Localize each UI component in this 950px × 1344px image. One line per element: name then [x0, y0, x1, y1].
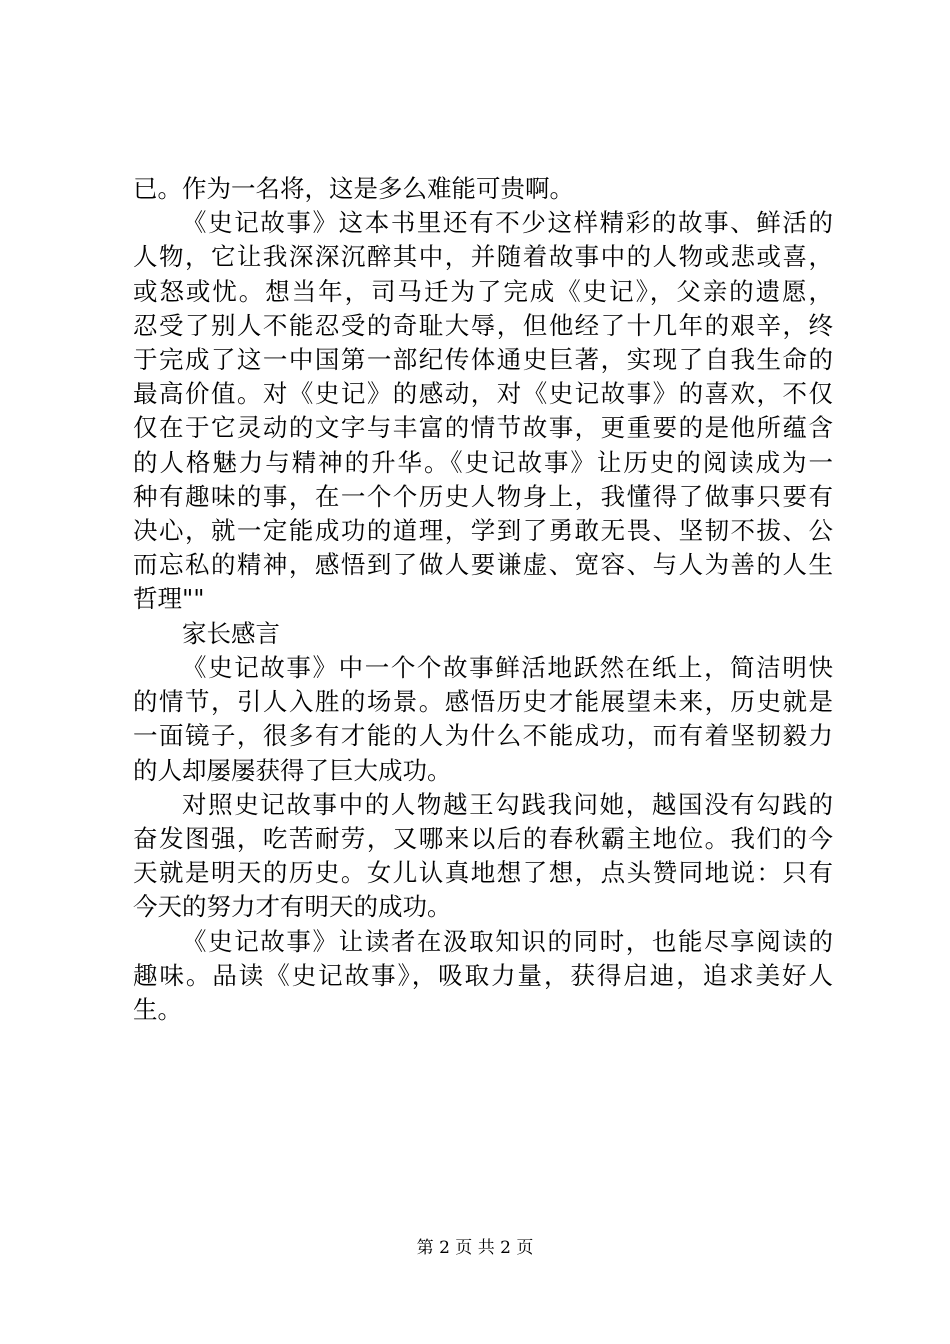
text-line: 奋发图强，吃苦耐劳，又哪来以后的春秋霸主地位。我们的今 [133, 824, 833, 853]
text-line: 天就是明天的历史。女儿认真地想了想，点头赞同地说：只有 [133, 858, 833, 887]
text-line: 的人格魅力与精神的升华。《史记故事》让历史的阅读成为一 [133, 448, 833, 477]
text-line: 生。 [133, 995, 182, 1024]
text-line: 仅在于它灵动的文字与丰富的情节故事，更重要的是他所蕴含 [133, 413, 833, 442]
paragraph-start-line: 《史记故事》中一个个故事鲜活地跃然在纸上，简洁明快 [182, 653, 833, 682]
text-line: 而忘私的精神，感悟到了做人要谦虚、宽容、与人为善的人生 [133, 550, 833, 579]
text-line: 的情节，引人入胜的场景。感悟历史才能展望未来，历史就是 [133, 687, 833, 716]
text-line: 趣味。品读《史记故事》，吸取力量，获得启迪，追求美好人 [133, 961, 833, 990]
paragraph-start-line: 《史记故事》这本书里还有不少这样精彩的故事、鲜活的 [182, 208, 833, 237]
text-line: 最高价值。对《史记》的感动，对《史记故事》的喜欢，不仅 [133, 379, 833, 408]
text-line: 一面镜子，很多有才能的人为什么不能成功，而有着坚韧毅力 [133, 721, 833, 750]
text-line: 人物，它让我深深沉醉其中，并随着故事中的人物或悲或喜， [133, 242, 833, 271]
section-heading: 家长感言 [182, 619, 280, 648]
page-number-footer: 第 2 页 共 2 页 [416, 1238, 534, 1258]
text-line: 的人却屡屡获得了巨大成功。 [133, 756, 452, 785]
text-line: 决心，就一定能成功的道理，学到了勇敢无畏、坚韧不拔、公 [133, 516, 833, 545]
text-line: 种有趣味的事，在一个个历史人物身上，我懂得了做事只要有 [133, 482, 833, 511]
text-line: 哲理"" [133, 584, 205, 613]
text-line: 已。作为一名将，这是多么难能可贵啊。 [133, 174, 574, 203]
text-line: 于完成了这一中国第一部纪传体通史巨著，实现了自我生命的 [133, 345, 833, 374]
text-line: 今天的努力才有明天的成功。 [133, 892, 452, 921]
text-line: 或怒或忧。想当年，司马迁为了完成《史记》，父亲的遗愿， [133, 277, 833, 306]
text-line: 忍受了别人不能忍受的奇耻大辱，但他经了十几年的艰辛，终 [133, 311, 833, 340]
paragraph-start-line: 《史记故事》让读者在汲取知识的同时，也能尽享阅读的 [182, 927, 833, 956]
paragraph-start-line: 对照史记故事中的人物越王勾践我问她，越国没有勾践的 [182, 790, 833, 819]
